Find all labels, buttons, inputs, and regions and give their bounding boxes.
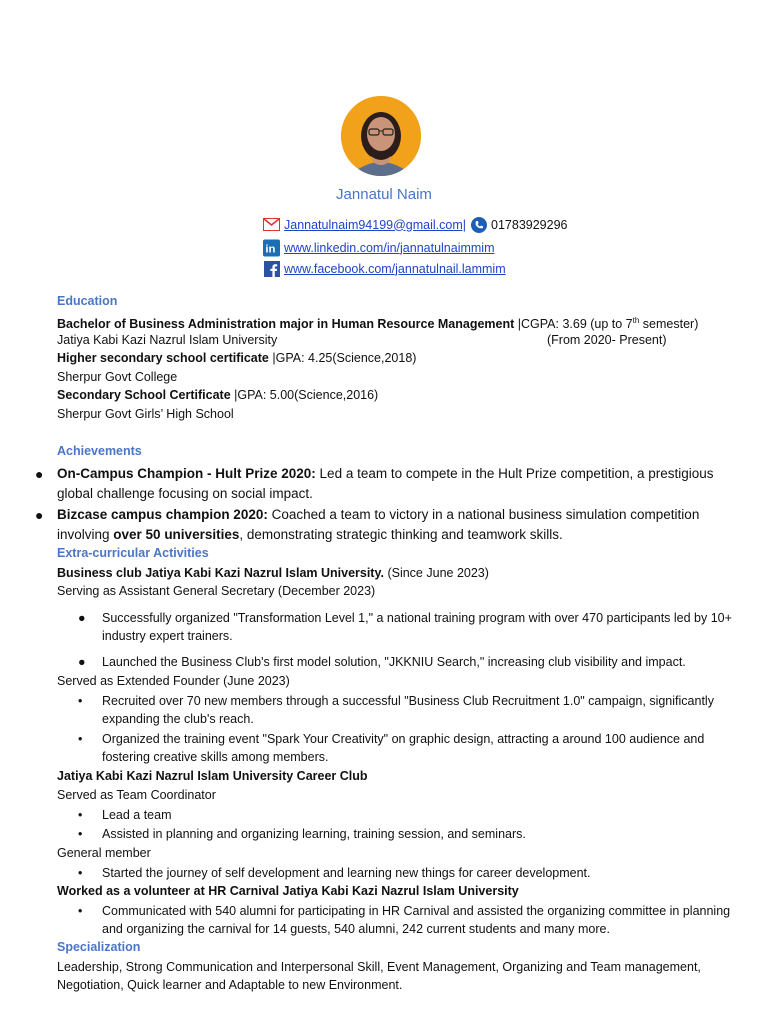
- list-item: [78, 825, 747, 843]
- degree-gpa-sup: th: [632, 316, 640, 325]
- education-ssc: [57, 387, 378, 403]
- bullet-icon: •: [78, 904, 83, 918]
- svg-text:in: in: [265, 243, 276, 256]
- ssc-gpa: |GPA: 5.00(Science,2016): [230, 388, 379, 402]
- achievement-text-end: , demonstrating strategic thinking and teamwork skills.: [239, 527, 563, 542]
- list-item: [78, 692, 747, 728]
- education-heading: Education: [57, 294, 118, 308]
- degree-gpa: |CGPA: 3.69 (up to 7: [514, 317, 633, 332]
- phone-number: 01783929296: [491, 217, 568, 232]
- phone-icon: [470, 217, 487, 232]
- role-team-coordinator: Served as Team Coordinator: [57, 788, 216, 802]
- facebook-link[interactable]: www.facebook.com/jannatulnail.lammim: [284, 261, 506, 276]
- list-item-text: Started the journey of self development and learning new things for career development.: [102, 866, 591, 880]
- bullet-icon: ●: [35, 507, 44, 523]
- list-item: [78, 609, 747, 645]
- club-since: (Since June 2023): [383, 566, 489, 580]
- achievements-heading: Achievements: [57, 444, 142, 458]
- specialization-text: Leadership, Strong Communication and Interpersonal Skill, Event Management, Organizing and Team management, Negotiation, Quick learner and Adaptable to new Environment.: [57, 960, 701, 992]
- list-item-text: Launched the Business Club's first model solution, "JKKNIU Search," increasing club visibility and impact.: [102, 655, 686, 669]
- email-link[interactable]: Jannatulnaim94199@gmail.com|: [284, 217, 467, 232]
- achievement-title: Bizcase campus champion 2020:: [57, 507, 268, 522]
- email-icon: [263, 217, 280, 232]
- degree-name: Bachelor of Business Administration major in Human Resource Management: [57, 317, 515, 332]
- education-degree: [57, 313, 698, 332]
- education-university-years: (From 2020- Present): [547, 333, 667, 347]
- achievement-text: Coached a team to victory in a national business simulation competition involving: [57, 507, 700, 542]
- achievement-highlight: over 50 universities: [113, 527, 240, 542]
- facebook-icon: [263, 261, 280, 276]
- volunteer-title: Worked as a volunteer at HR Carnival Jatiya Kabi Kazi Nazrul Islam University: [57, 884, 519, 898]
- bullet-icon: ●: [78, 611, 86, 625]
- role-assistant-gs: Serving as Assistant General Secretary (December 2023): [57, 584, 376, 598]
- hsc-name: Higher secondary school certificate: [57, 351, 269, 365]
- list-item: [78, 730, 747, 766]
- education-hsc: [57, 350, 416, 366]
- achievement-item: [35, 464, 747, 504]
- list-item-text: Communicated with 540 alumni for participating in HR Carnival and assisted the organizing committee in planning and organizing the carnival for 14 guests, 540 alumni, 242 current students and many more.: [102, 904, 731, 936]
- specialization-heading: Specialization: [57, 940, 141, 954]
- contact-row-linkedin: [263, 240, 495, 255]
- list-item: [78, 806, 747, 824]
- bullet-icon: •: [78, 732, 83, 746]
- list-item-text: Recruited over 70 new members through a successful "Business Club Recruitment 1.0" campaign, significantly expanding the club's reach.: [102, 694, 714, 726]
- achievement-title: On-Campus Champion - Hult Prize 2020:: [57, 466, 316, 481]
- list-item-text: Lead a team: [102, 808, 172, 822]
- ssc-name: Secondary School Certificate: [57, 388, 231, 402]
- list-item: [78, 864, 747, 882]
- bullet-icon: ●: [78, 655, 86, 669]
- achievement-text: Led a team to compete in the Hult Prize competition, a prestigious global challenge focusing on social impact.: [57, 466, 714, 501]
- candidate-name: Jannatul Naim: [336, 186, 432, 203]
- profile-photo: [341, 96, 421, 176]
- linkedin-link[interactable]: www.linkedin.com/in/jannatulnaimmim: [284, 240, 495, 255]
- list-item-text: Assisted in planning and organizing learning, training session, and seminars.: [102, 827, 526, 841]
- role-general-member: General member: [57, 846, 151, 860]
- linkedin-icon: [263, 240, 280, 255]
- hsc-gpa: |GPA: 4.25(Science,2018): [268, 351, 417, 365]
- list-item-text: Successfully organized "Transformation Level 1," a national training program with over 470 participants led by 10+ industry expert trainers.: [102, 611, 732, 643]
- club-career: Jatiya Kabi Kazi Nazrul Islam University Career Club: [57, 769, 368, 783]
- education-hsc-school: Sherpur Govt College: [57, 370, 178, 384]
- bullet-icon: •: [78, 694, 83, 708]
- degree-gpa-end: semester): [639, 317, 699, 332]
- education-ssc-school: Sherpur Govt Girls’ High School: [57, 407, 234, 421]
- contact-row-facebook: [263, 261, 506, 276]
- role-extended-founder: Served as Extended Founder (June 2023): [57, 674, 290, 688]
- bullet-icon: •: [78, 808, 83, 822]
- club-name: Business club Jatiya Kabi Kazi Nazrul Islam University.: [57, 566, 384, 580]
- extracurricular-heading: Extra-curricular Activities: [57, 546, 209, 560]
- education-university: Jatiya Kabi Kazi Nazrul Islam University: [57, 333, 278, 347]
- contact-row-email-phone: [263, 217, 568, 232]
- list-item: [78, 902, 747, 938]
- bullet-icon: •: [78, 827, 83, 841]
- list-item-text: Organized the training event "Spark Your Creativity" on graphic design, attracting a around 100 audience and fostering creative skills among members.: [102, 732, 705, 764]
- bullet-icon: •: [78, 866, 83, 880]
- club-business: [57, 565, 489, 581]
- achievement-item: [35, 505, 747, 545]
- profile-avatar-icon: [341, 96, 421, 176]
- list-item: [78, 653, 747, 671]
- bullet-icon: ●: [35, 466, 44, 482]
